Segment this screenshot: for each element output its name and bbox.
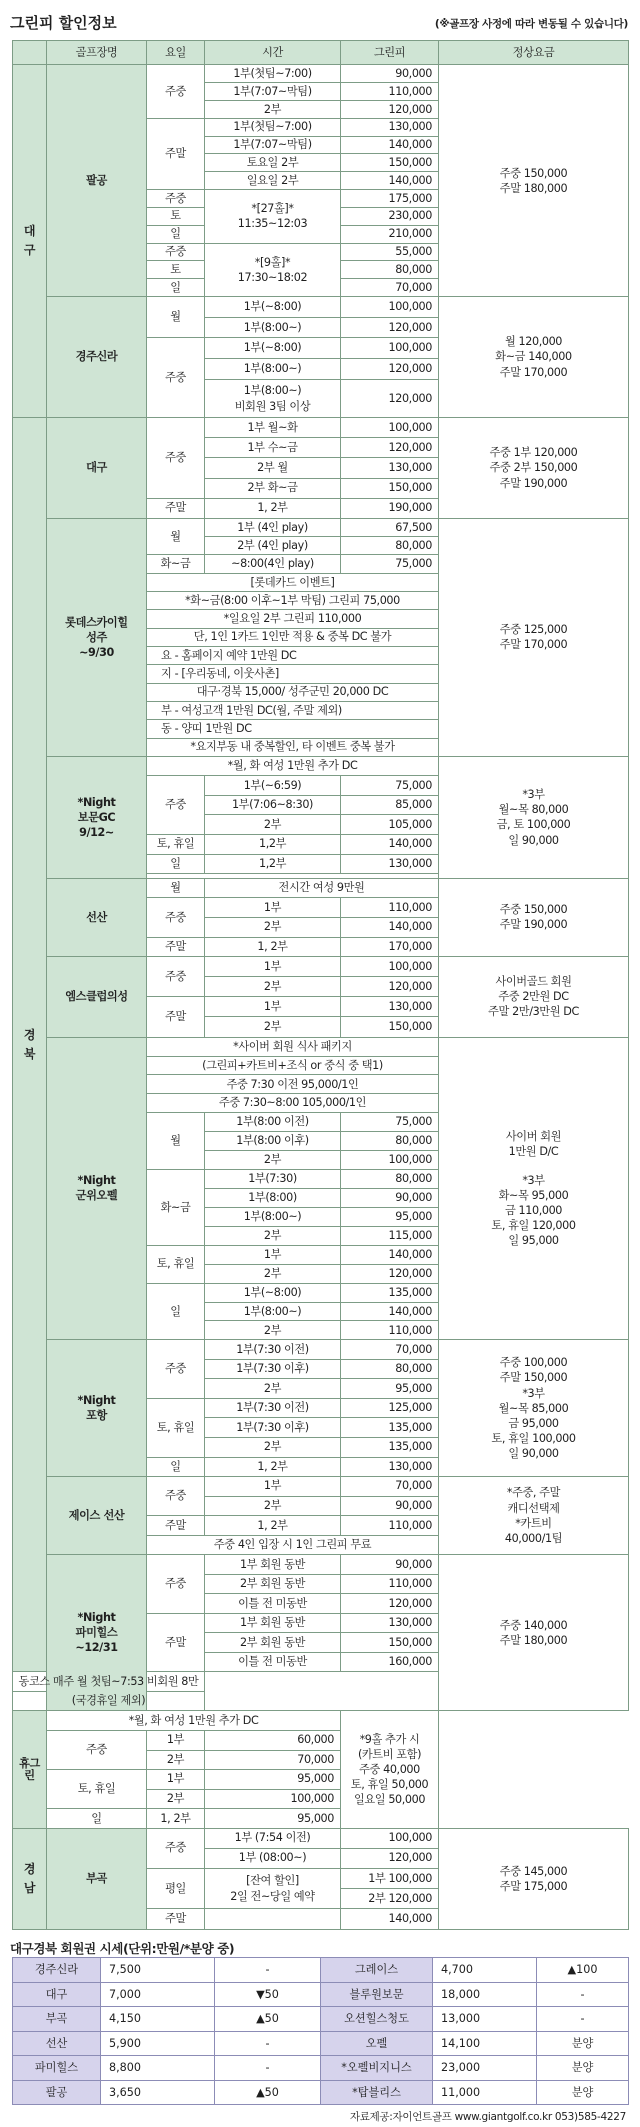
membership-course: 팔공 <box>13 2080 101 2105</box>
regular-fee-lotte: 주중 125,000 주말 170,000 <box>439 518 629 756</box>
regular-fee-bugok: 주중 145,000 주말 175,000 <box>439 1828 629 1929</box>
course-gunwi-opel: *Night 군위오펠 <box>47 1037 147 1340</box>
regular-fee-palgong: 주중 150,000 주말 180,000 <box>439 65 629 297</box>
regular-fee-pami-hills: 주중 140,000 주말 180,000 <box>439 1555 629 1711</box>
membership-change: - <box>215 1958 321 1983</box>
regular-fee-hugreen: *9홀 추가 시 (카트비 포함) 주중 40,000 토, 휴일 50,000 일요일 50,000 <box>341 1711 439 1828</box>
membership-row <box>13 1982 629 2007</box>
col-course: 골프장명 <box>47 41 147 65</box>
membership-price: 5,900 <box>101 2031 215 2056</box>
course-jeis-seonsan: 제이스 선산 <box>47 1477 147 1555</box>
course-pami-hills: *Night 파미힐스 ~12/31 <box>47 1555 147 1711</box>
membership-price: 4,700 <box>433 1958 537 1983</box>
membership-course: *탑블리스 <box>321 2080 433 2105</box>
membership-course: 선산 <box>13 2031 101 2056</box>
course-seonsan: 선산 <box>47 878 147 956</box>
regular-fee-gyeongju: 월 120,000 화~금 140,000 주말 170,000 <box>439 296 629 417</box>
membership-course: 부곡 <box>13 2007 101 2032</box>
region-gyeongnam: 경 남 <box>13 1828 47 1929</box>
membership-row <box>13 2007 629 2032</box>
col-day: 요일 <box>147 41 205 65</box>
col-regular: 정상요금 <box>439 41 629 65</box>
course-palgong: 팔공 <box>47 65 147 297</box>
region-gyeongbuk: 경 북 <box>13 418 47 1672</box>
membership-table <box>12 1957 629 2105</box>
membership-price: 23,000 <box>433 2056 537 2081</box>
course-lotte-skyhill: 롯데스카이힐 성주 ~9/30 <box>47 518 147 756</box>
membership-price: 4,150 <box>101 2007 215 2032</box>
source-credit: 자료제공:자이언트골프 www.giantgolf.co.kr 053)585-4227 <box>349 2111 626 2123</box>
regular-fee-seonsan: 주중 150,000 주말 190,000 <box>439 878 629 956</box>
membership-price: 7,500 <box>101 1958 215 1983</box>
membership-row <box>13 2080 629 2105</box>
course-pohang: *Night 포항 <box>47 1340 147 1477</box>
membership-change: 분양 <box>537 2056 629 2081</box>
regular-fee-jeis: *주중, 주말 캐디선택제 *카트비 40,000/1팀 <box>439 1477 629 1555</box>
membership-price: 7,000 <box>101 1982 215 2007</box>
membership-change: ▼50 <box>215 1982 321 2007</box>
membership-change: - <box>215 2056 321 2081</box>
membership-price: 11,000 <box>433 2080 537 2105</box>
course-ms-club: 엠스클럽의성 <box>47 957 147 1038</box>
region-daegu: 대 구 <box>13 65 47 418</box>
membership-course: 오펠 <box>321 2031 433 2056</box>
course-bomun: *Night 보문GC 9/12~ <box>47 756 147 878</box>
membership-change: ▲50 <box>215 2007 321 2032</box>
membership-change: 분양 <box>537 2031 629 2056</box>
regular-fee-daegu: 주중 1부 120,000 주중 2부 150,000 주말 190,000 <box>439 418 629 519</box>
membership-course: 대구 <box>13 1982 101 2007</box>
membership-change: - <box>215 2031 321 2056</box>
regular-fee-gunwi: 사이버 회원 1만원 D/C *3부 화~목 95,000 금 110,000 토, 휴일 120,000 일 95,000 <box>439 1037 629 1340</box>
course-daegu: 대구 <box>47 418 147 519</box>
course-gyeongju: 경주신라 <box>47 296 147 417</box>
header-note: (※골프장 사정에 따라 변동될 수 있습니다) <box>434 18 628 30</box>
membership-change: 분양 <box>537 2080 629 2105</box>
membership-course: 경주신라 <box>13 1958 101 1983</box>
regular-fee-pohang: 주중 100,000 주말 150,000 *3부 월~목 85,000 금 95,000 토, 휴일 100,000 일 90,000 <box>439 1340 629 1477</box>
membership-price: 3,650 <box>101 2080 215 2105</box>
membership-course: 오션힐스청도 <box>321 2007 433 2032</box>
membership-change: ▲100 <box>537 1958 629 1983</box>
col-time: 시간 <box>205 41 341 65</box>
region-header <box>13 41 47 65</box>
membership-change: ▲50 <box>215 2080 321 2105</box>
greenfee-table: 골프장명 요일 시간 그린피 정상요금 대 구 팔공 주중 1부(첫팀~7:00) 90,000 주중 150,000 주말 180,000 1부(7:07~막팀) 110,000 2부 120,000 주말 1부(첫팀~7:00) 130,000 1부(7:07~막팀) 140,000 토요일 2부 150,000 일요일 2부 140,000 주중 *[27홀]* 11:35~12:03 175,000 토 230,000 일 210,000 주중 *[9홀]* 17:30~18:02 55,000 토 80,000 일 70,000 경주신라 월 1부(~8:00) 100,000 월 120,000 화~금 140,000 주말 170,000 1부(8:00~) 120,000 주중 1부(~8:00) 100,000 1부(8:00~) 120,000 1부(8:00~) 비회원 3팀 이상 120,000 경 북 대구 주중 1부 월~화 100,000 주중 1부 120,000 주중 2부 150,000 주말 190,000 1부 수~금 120,000 2부 월 130,000 2부 화~금 150,000 주말 1, 2부 190,000 롯데스카이힐 성주 ~9/30 월 1부 (4인 play) 67,500 주중 125,000 주말 170,000 2부 (4인 play) 80,000 화~금 ~8:00(4인 play) 75,000 [롯데카드 이벤트] *화~금(8:00 이후~1부 막팀) 그린피 75,000 *일요일 2부 그린피 110,000 단, 1인 1카드 1인만 적용 & 중복 DC 불가 요 - 홈페이지 예약 1만원 DC 지 - [우리동네, 이웃사촌] 대구·경북 15,000/ 성주군민 20,000 DC 부 - 여성고객 1만원 DC(월, 주말 제외) 동 - 양띠 1만원 DC *요지부동 내 중복할인, 타 이벤트 중복 불가 *Night 보문GC 9/12~ *월, 화 여성 1만원 추가 DC *3부 월~목 80,000 금, 토 100,000 일 90,000 주중 1부(~6:59) 75,000 1부(7:06~8:30) 85,000 2부 105,000 토, 휴일 1,2부 140,000 일 1,2부 130,000 선산 월 전시간 여성 9만원 주중 150,000 주말 190,000 주중 1부 110,000 2부 140,000 주말 1, 2부 170,000 엠스클럽의성 주중 1부 100,000 사이버골드 회원 주중 2만원 DC 주말 2만/3만원 DC 2부 120,000 주말 1부 130,000 2부 150,000 *Night 군위오펠 *사이버 회원 식사 패키지 사이버 회원 1만원 D/C *3부 화~목 95,000 금 110,000 토, 휴일 120,000 일 95,000 (그린피+카트비+조식 or 중식 중 택1) 주중 7:30 이전 95,000/1인 주중 7:30~8:00 105,000/1인 월 1부(8:00 이전) 75,000 1부(8:00 이후) 80,000 2부 100,000 화~금 1부(7:30) 80,000 1부(8:00) 90,000 1부(8:00~) 95,000 2부 115,000 토, 휴일 1부 140,000 2부 120,000 일 1부(~8:00) 135,000 1부(8:00~) 140,000 2부 110,000 *Night 포항 주중 1부(7:30 이전) 70,000 주중 100,000 주말 150,000 *3부 월~목 85,000 금 95,000 토, 휴일 100,000 일 90,000 1부(7:30 이후) 80,000 2부 95,000 토, 휴일 1부(7:30 이전) 125,000 1부(7:30 이후) 135,000 2부 135,000 일 1, 2부 130,000 제이스 선산 주중 1부 70,000 *주중, 주말 캐디선택제 *카트비 40,000/1팀 2부 90,000 주말 1, 2부 110,000 주중 4인 입장 시 1인 그린피 무료 *Night 파미힐스 ~12/31 주중 1부 회원 동반 90,000 주중 140,000 주말 180,000 2부 회원 동반 110,000 이틀 전 미동반 120,000 주말 1부 회원 동반 130,000 2부 회원 동반 150,000 이틀 전 미동반 160,000 동코스 매주 월 첫팀~7:53 비회원 8만 (국경휴일 제외) 휴그린 *월, 화 여성 1만원 추가 DC *9홀 추가 시 (카트비 포함) 주중 40,000 토, 휴일 50,000 일요일 50,000 주중 1부 60,000 2부 70,000 토, 휴일 1부 95,000 2부 100,000 일 1, 2부 95,000 경 남 부곡 주중 1부 (7:54 이전) 100,000 주중 145,000 주말 175,000 1부 (08:00~) 120,000 평일 [잔여 할인] 2일 전~당일 예약 1부 100,000 2부 120,000 주말 140,000 <box>12 40 629 1930</box>
membership-change: - <box>537 2007 629 2032</box>
membership-price: 18,000 <box>433 1982 537 2007</box>
regular-fee-ms-club: 사이버골드 회원 주중 2만원 DC 주말 2만/3만원 DC <box>439 957 629 1038</box>
membership-course: 그레이스 <box>321 1958 433 1983</box>
membership-price: 13,000 <box>433 2007 537 2032</box>
membership-title: 대구경북 회원권 시세(단위:만원/*분양 중) <box>10 1941 235 1956</box>
table-header-row <box>13 41 629 65</box>
membership-row <box>13 2031 629 2056</box>
membership-change: - <box>537 1982 629 2007</box>
membership-course: *오펠비지니스 <box>321 2056 433 2081</box>
membership-course: 블루원보문 <box>321 1982 433 2007</box>
course-hugreen: 휴그린 <box>13 1711 47 1828</box>
course-bugok: 부곡 <box>47 1828 147 1929</box>
membership-row <box>13 1958 629 1983</box>
membership-price: 14,100 <box>433 2031 537 2056</box>
col-greenfee: 그린피 <box>341 41 439 65</box>
membership-row <box>13 2056 629 2081</box>
membership-course: 파미힐스 <box>13 2056 101 2081</box>
regular-fee-bomun: *3부 월~목 80,000 금, 토 100,000 일 90,000 <box>439 756 629 878</box>
page-title: 그린피 할인정보 <box>10 14 117 32</box>
membership-price: 8,800 <box>101 2056 215 2081</box>
